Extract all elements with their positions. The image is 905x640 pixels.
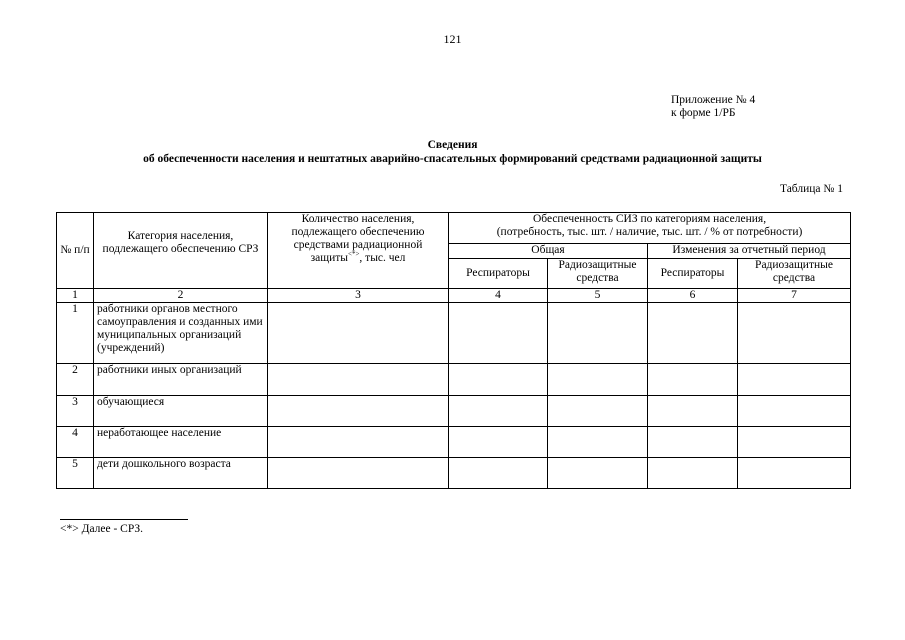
empty-cell [268, 303, 449, 364]
table-label: Таблица № 1 [779, 183, 843, 195]
header-quantity-text: Количество населения, подлежащего обеспечению средствами радиационной защиты [291, 213, 425, 264]
header-row-1 [57, 213, 851, 244]
report-title-line-1: Сведения [427, 139, 478, 151]
row-category: работники иных организаций [94, 364, 268, 396]
empty-cell [449, 364, 548, 396]
column-number-row [57, 289, 851, 303]
empty-cell [738, 364, 851, 396]
empty-cell [648, 427, 738, 458]
header-num: № п/п [57, 213, 94, 289]
table-row [57, 303, 851, 364]
header-radioprotective-general: Радиозащитные средства [548, 259, 648, 289]
empty-cell [449, 396, 548, 427]
header-respirators-general: Респираторы [449, 259, 548, 289]
empty-cell [738, 427, 851, 458]
empty-cell [268, 364, 449, 396]
report-title [0, 138, 905, 166]
row-number: 5 [57, 458, 94, 489]
row-category: обучающиеся [94, 396, 268, 427]
column-number: 6 [648, 289, 738, 303]
empty-cell [738, 396, 851, 427]
footnote: <*> Далее - СРЗ. [60, 523, 144, 535]
report-title-line-2: об обеспеченности населения и нештатных аварийно-спасательных формирований средствами радиационной защиты [143, 153, 762, 165]
header-radioprotective-changes: Радиозащитные средства [738, 259, 851, 289]
appendix-line-2: к форме 1/РБ [671, 107, 736, 119]
table-row [57, 427, 851, 458]
provision-table [56, 212, 851, 489]
header-quantity-footnote-mark: <*> [348, 250, 360, 259]
row-number: 4 [57, 427, 94, 458]
empty-cell [449, 303, 548, 364]
empty-cell [449, 458, 548, 489]
empty-cell [648, 364, 738, 396]
empty-cell [648, 303, 738, 364]
empty-cell [548, 364, 648, 396]
row-category: работники органов местного самоуправления и созданных ими муниципальных организаций (учреждений) [94, 303, 268, 364]
page-number: 121 [443, 32, 462, 46]
empty-cell [548, 427, 648, 458]
column-number: 5 [548, 289, 648, 303]
footnote-divider [60, 519, 188, 520]
empty-cell [648, 458, 738, 489]
empty-cell [738, 303, 851, 364]
header-respirators-changes: Респираторы [648, 259, 738, 289]
column-number: 2 [94, 289, 268, 303]
header-provision-line-1: Обеспеченность СИЗ по категориям населения, [532, 213, 767, 225]
appendix-line-1: Приложение № 4 [671, 94, 756, 106]
column-number: 1 [57, 289, 94, 303]
row-category: дети дошкольного возраста [94, 458, 268, 489]
appendix-note [671, 94, 755, 120]
row-number: 1 [57, 303, 94, 364]
empty-cell [648, 396, 738, 427]
column-number: 7 [738, 289, 851, 303]
header-provision-line-2: (потребность, тыс. шт. / наличие, тыс. шт. / % от потребности) [496, 226, 803, 238]
row-number: 3 [57, 396, 94, 427]
header-changes: Изменения за отчетный период [648, 244, 851, 259]
table-row [57, 396, 851, 427]
header-quantity-unit: , тыс. чел [359, 252, 406, 264]
row-number: 2 [57, 364, 94, 396]
table-row [57, 364, 851, 396]
header-general: Общая [449, 244, 648, 259]
empty-cell [548, 396, 648, 427]
header-category-text: Категория населения, подлежащего обеспечению СРЗ [102, 230, 259, 255]
header-category [94, 213, 268, 289]
column-number: 4 [449, 289, 548, 303]
header-provision [449, 213, 851, 244]
table-row [57, 458, 851, 489]
column-number: 3 [268, 289, 449, 303]
empty-cell [548, 303, 648, 364]
empty-cell [268, 427, 449, 458]
row-category: неработающее население [94, 427, 268, 458]
header-quantity [268, 213, 449, 289]
empty-cell [268, 458, 449, 489]
empty-cell [738, 458, 851, 489]
empty-cell [548, 458, 648, 489]
empty-cell [449, 427, 548, 458]
empty-cell [268, 396, 449, 427]
